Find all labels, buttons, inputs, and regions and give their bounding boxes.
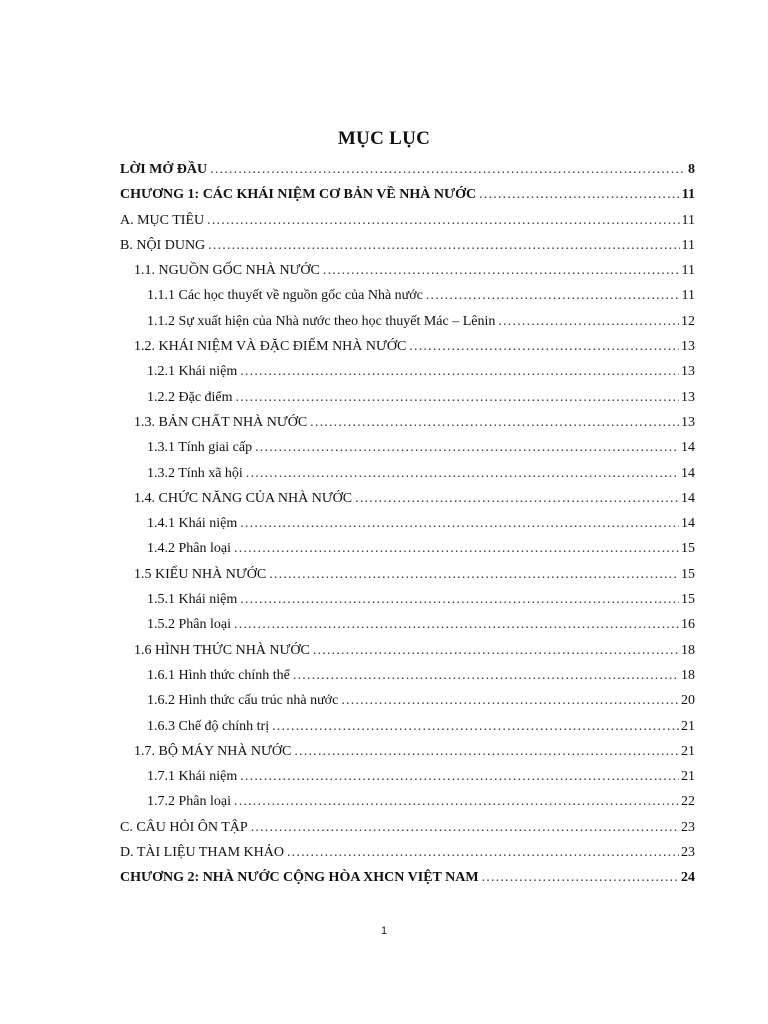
toc-entry[interactable]	[120, 739, 695, 764]
toc-entry-page: 13	[681, 364, 695, 380]
dot-leader	[313, 638, 679, 663]
toc-entry[interactable]	[120, 461, 695, 486]
toc-entry[interactable]	[120, 663, 695, 688]
toc-entry[interactable]	[120, 638, 695, 663]
toc-entry-label: A. MỤC TIÊU	[120, 212, 205, 228]
toc-entry-page: 24	[681, 870, 695, 886]
dot-leader	[341, 688, 679, 713]
dot-leader	[240, 511, 679, 536]
toc-entry-label: 1.7. BỘ MÁY NHÀ NƯỚC	[134, 743, 292, 759]
toc-entry[interactable]	[120, 536, 695, 561]
toc-entry[interactable]	[120, 688, 695, 713]
toc-entry[interactable]	[120, 334, 695, 359]
page-title: MỤC LỤC	[337, 128, 431, 149]
toc-entry[interactable]	[120, 208, 695, 233]
toc-entry-label: 1.4.1 Khái niệm	[147, 516, 238, 532]
toc-entry-label: LỜI MỞ ĐẦU	[120, 162, 208, 177]
dot-leader	[482, 865, 679, 890]
toc-entry-page: 11	[681, 288, 695, 304]
toc-entry-label: 1.6.1 Hình thức chính thể	[147, 667, 290, 683]
toc-entry-page: 23	[681, 845, 695, 861]
dot-leader	[240, 359, 679, 384]
toc-entry-label: 1.4.2 Phân loại	[147, 541, 231, 557]
dot-leader	[208, 233, 679, 258]
toc-entry[interactable]	[120, 410, 695, 435]
toc-entry-label: CHƯƠNG 1: CÁC KHÁI NIỆM CƠ BẢN VỀ NHÀ NƯỚC	[120, 187, 477, 203]
toc-entry[interactable]	[120, 714, 695, 739]
toc-entry-page: 11	[681, 237, 695, 253]
toc-entry-label: 1.7.1 Khái niệm	[147, 769, 238, 785]
toc-entry-label: 1.5.2 Phân loại	[147, 617, 231, 633]
toc-entry-page: 14	[681, 516, 695, 532]
toc-entry-label: 1.1.1 Các học thuyết về nguồn gốc của Nhà nước	[147, 288, 423, 304]
toc-entry-label: 1.5 KIỂU NHÀ NƯỚC	[134, 566, 267, 582]
toc-entry-label: 1.2.2 Đặc điểm	[147, 389, 233, 405]
toc-entry-label: 1.4. CHỨC NĂNG CỦA NHÀ NƯỚC	[134, 490, 353, 506]
toc-entry[interactable]	[120, 435, 695, 460]
toc-entry[interactable]	[120, 764, 695, 789]
toc-entry[interactable]	[120, 157, 695, 182]
toc-entry-page: 18	[681, 667, 695, 683]
toc-entry-page: 21	[681, 743, 695, 759]
toc-entry-label: B. NỘI DUNG	[120, 237, 206, 253]
dot-leader	[234, 789, 679, 814]
toc-entry-page: 12	[681, 313, 695, 329]
toc-entry[interactable]	[120, 562, 695, 587]
toc-entry-page: 11	[681, 212, 695, 228]
toc-entry-page: 13	[681, 414, 695, 430]
dot-leader	[479, 182, 680, 207]
dot-leader	[207, 208, 679, 233]
page-number: 1	[380, 925, 388, 937]
toc-entry[interactable]	[120, 587, 695, 612]
toc-entry-page: 11	[681, 263, 695, 279]
toc-entry-page: 15	[681, 592, 695, 608]
toc-entry[interactable]	[120, 511, 695, 536]
toc-entry[interactable]	[120, 182, 695, 207]
toc-entry-label: C. CÂU HỎI ÔN TẬP	[120, 819, 248, 835]
dot-leader	[310, 410, 679, 435]
toc-entry-label: 1.2. KHÁI NIỆM VÀ ĐẶC ĐIỂM NHÀ NƯỚC	[134, 339, 407, 355]
toc-entry[interactable]	[120, 840, 695, 865]
toc-entry[interactable]	[120, 233, 695, 258]
toc-entry-label: 1.6.3 Chế độ chính trị	[147, 718, 270, 734]
toc-entry-label: 1.6 HÌNH THỨC NHÀ NƯỚC	[134, 642, 310, 658]
toc-entry-page: 20	[681, 693, 695, 709]
toc-entry[interactable]	[120, 789, 695, 814]
table-of-contents	[120, 157, 695, 891]
toc-entry[interactable]	[120, 815, 695, 840]
toc-entry-label: 1.3. BẢN CHẤT NHÀ NƯỚC	[134, 414, 308, 430]
dot-leader	[293, 663, 679, 688]
toc-entry-label: 1.1. NGUỒN GỐC NHÀ NƯỚC	[134, 263, 320, 279]
toc-entry-page: 8	[688, 162, 695, 177]
dot-leader	[272, 714, 679, 739]
dot-leader	[240, 764, 679, 789]
toc-entry-label: 1.6.2 Hình thức cấu trúc nhà nước	[147, 693, 339, 709]
toc-entry-label: 1.5.1 Khái niệm	[147, 592, 238, 608]
toc-entry-page: 18	[681, 642, 695, 658]
dot-leader	[355, 486, 679, 511]
dot-leader	[323, 258, 680, 283]
toc-entry[interactable]	[120, 258, 695, 283]
dot-leader	[294, 739, 679, 764]
dot-leader	[426, 283, 680, 308]
toc-entry-page: 14	[681, 465, 695, 481]
toc-entry-page: 15	[681, 566, 695, 582]
dot-leader	[269, 562, 679, 587]
dot-leader	[255, 435, 679, 460]
toc-entry-label: 1.7.2 Phân loại	[147, 794, 231, 810]
dot-leader	[234, 536, 679, 561]
toc-entry[interactable]	[120, 865, 695, 890]
dot-leader	[236, 385, 679, 410]
toc-entry-label: D. TÀI LIỆU THAM KHẢO	[120, 845, 284, 861]
dot-leader	[409, 334, 679, 359]
toc-entry-page: 23	[681, 819, 695, 835]
toc-entry-label: CHƯƠNG 2: NHÀ NƯỚC CỘNG HÒA XHCN VIỆT NAM	[120, 870, 479, 886]
dot-leader	[240, 587, 679, 612]
toc-entry-page: 22	[681, 794, 695, 810]
dot-leader	[234, 612, 679, 637]
toc-entry-page: 11	[681, 187, 695, 203]
dot-leader	[498, 309, 679, 334]
toc-entry-label: 1.3.1 Tính giai cấp	[147, 440, 253, 456]
toc-entry-page: 14	[681, 490, 695, 506]
toc-entry-page: 15	[681, 541, 695, 557]
toc-entry[interactable]	[120, 486, 695, 511]
toc-entry-page: 13	[681, 339, 695, 355]
toc-entry-page: 16	[681, 617, 695, 633]
toc-entry[interactable]	[120, 385, 695, 410]
dot-leader	[287, 840, 679, 865]
dot-leader	[251, 815, 679, 840]
dot-leader	[210, 157, 686, 182]
toc-entry[interactable]	[120, 359, 695, 384]
toc-entry-page: 14	[681, 440, 695, 456]
toc-entry-page: 21	[681, 718, 695, 734]
toc-entry-page: 13	[681, 389, 695, 405]
toc-entry[interactable]	[120, 309, 695, 334]
toc-entry-label: 1.3.2 Tính xã hội	[147, 465, 243, 481]
toc-entry-page: 21	[681, 769, 695, 785]
toc-entry[interactable]	[120, 283, 695, 308]
toc-entry[interactable]	[120, 612, 695, 637]
toc-entry-label: 1.2.1 Khái niệm	[147, 364, 238, 380]
toc-entry-label: 1.1.2 Sự xuất hiện của Nhà nước theo học thuyết Mác – Lênin	[147, 313, 496, 329]
dot-leader	[246, 461, 679, 486]
